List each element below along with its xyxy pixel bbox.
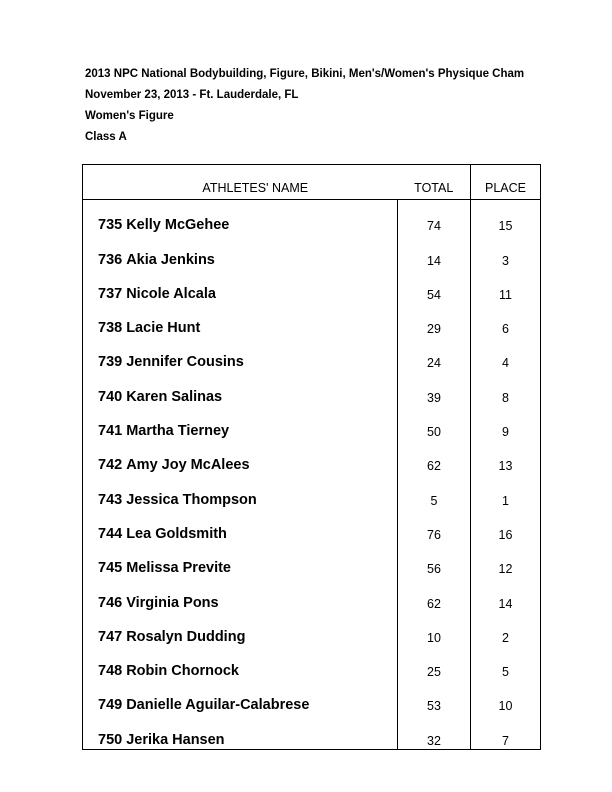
- total-score: 56: [398, 543, 471, 577]
- athlete-name: Akia Jenkins: [126, 251, 215, 268]
- athlete-number: 744: [98, 525, 123, 542]
- athlete-number: 747: [98, 628, 123, 645]
- athlete-number: 738: [98, 320, 123, 337]
- total-score: 29: [398, 303, 471, 337]
- athlete-cell: [83, 440, 398, 474]
- total-score: 5: [398, 474, 471, 508]
- table-row: [83, 577, 541, 611]
- athlete-number: 750: [98, 731, 123, 748]
- placement: 13: [471, 440, 541, 474]
- athlete-cell: [83, 303, 398, 337]
- total-score: 74: [398, 200, 471, 235]
- athlete-cell: [83, 714, 398, 749]
- table-header-row: [83, 165, 541, 200]
- total-score: 62: [398, 577, 471, 611]
- event-date-location: November 23, 2013 - Ft. Lauderdale, FL: [85, 89, 299, 101]
- athlete-number: 742: [98, 457, 123, 474]
- placement: 11: [471, 269, 541, 303]
- athlete-number: 737: [98, 285, 123, 302]
- athlete-number: 736: [98, 251, 123, 268]
- placement: 9: [471, 406, 541, 440]
- event-title: 2013 NPC National Bodybuilding, Figure, Bikini, Men's/Women's Physique Cham: [85, 68, 525, 80]
- athlete-name: Jennifer Cousins: [126, 354, 244, 371]
- table-row: [83, 714, 541, 749]
- division-label: Women's Figure: [85, 110, 174, 122]
- table-row: [83, 646, 541, 680]
- athlete-number: 749: [98, 697, 123, 714]
- table-row: [83, 406, 541, 440]
- table-row: [83, 269, 541, 303]
- athlete-number: 741: [98, 423, 123, 440]
- total-score: 10: [398, 612, 471, 646]
- athlete-cell: [83, 200, 398, 235]
- table-row: [83, 474, 541, 508]
- athlete-cell: [83, 406, 398, 440]
- total-score: 50: [398, 406, 471, 440]
- total-score: 76: [398, 509, 471, 543]
- athlete-name: Kelly McGehee: [126, 217, 230, 234]
- athlete-cell: [83, 337, 398, 371]
- table-row: [83, 509, 541, 543]
- athlete-name: Melissa Previte: [126, 560, 231, 577]
- placement: 3: [471, 234, 541, 268]
- athlete-number: 735: [98, 217, 123, 234]
- table-row: [83, 612, 541, 646]
- placement: 7: [471, 714, 541, 749]
- athlete-name: Nicole Alcala: [126, 285, 216, 302]
- placement: 10: [471, 680, 541, 714]
- athlete-cell: [83, 269, 398, 303]
- column-header-place: PLACE: [471, 165, 541, 200]
- table-row: [83, 303, 541, 337]
- placement: 12: [471, 543, 541, 577]
- placement: 8: [471, 371, 541, 405]
- placement: 5: [471, 646, 541, 680]
- class-label: Class A: [85, 131, 127, 143]
- athlete-name: Lacie Hunt: [126, 320, 201, 337]
- athlete-cell: [83, 612, 398, 646]
- athlete-name: Martha Tierney: [126, 423, 230, 440]
- athlete-cell: [83, 680, 398, 714]
- table-row: [83, 234, 541, 268]
- athlete-number: 746: [98, 594, 123, 611]
- athlete-cell: [83, 577, 398, 611]
- table-row: [83, 440, 541, 474]
- table-row: [83, 200, 541, 235]
- athlete-cell: [83, 509, 398, 543]
- athlete-name: Karen Salinas: [126, 388, 223, 405]
- athlete-number: 743: [98, 491, 123, 508]
- athlete-name: Danielle Aguilar-Calabrese: [126, 697, 310, 714]
- athlete-cell: [83, 371, 398, 405]
- placement: 6: [471, 303, 541, 337]
- athlete-cell: [83, 543, 398, 577]
- placement: 14: [471, 577, 541, 611]
- athlete-name: Virginia Pons: [126, 594, 219, 611]
- total-score: 24: [398, 337, 471, 371]
- placement: 15: [471, 200, 541, 235]
- table-row: [83, 680, 541, 714]
- athlete-name: Rosalyn Dudding: [126, 628, 246, 645]
- placement: 2: [471, 612, 541, 646]
- athlete-number: 739: [98, 354, 123, 371]
- total-score: 14: [398, 234, 471, 268]
- total-score: 39: [398, 371, 471, 405]
- athlete-name: Jerika Hansen: [126, 731, 225, 748]
- table-row: [83, 337, 541, 371]
- placement: 4: [471, 337, 541, 371]
- column-header-total: TOTAL: [398, 165, 471, 200]
- athlete-name: Jessica Thompson: [126, 491, 257, 508]
- athlete-name: Lea Goldsmith: [126, 525, 227, 542]
- total-score: 62: [398, 440, 471, 474]
- results-body: [83, 200, 541, 750]
- placement: 1: [471, 474, 541, 508]
- total-score: 53: [398, 680, 471, 714]
- placement: 16: [471, 509, 541, 543]
- athlete-cell: [83, 234, 398, 268]
- athlete-number: 745: [98, 560, 123, 577]
- athlete-cell: [83, 474, 398, 508]
- table-row: [83, 371, 541, 405]
- total-score: 54: [398, 269, 471, 303]
- athlete-cell: [83, 646, 398, 680]
- athlete-name: Robin Chornock: [126, 663, 239, 680]
- results-table: [82, 164, 541, 750]
- table-row: [83, 543, 541, 577]
- athlete-name: Amy Joy McAlees: [126, 457, 250, 474]
- athlete-number: 740: [98, 388, 123, 405]
- total-score: 32: [398, 714, 471, 749]
- column-header-name: ATHLETES' NAME: [83, 165, 398, 200]
- total-score: 25: [398, 646, 471, 680]
- athlete-number: 748: [98, 663, 123, 680]
